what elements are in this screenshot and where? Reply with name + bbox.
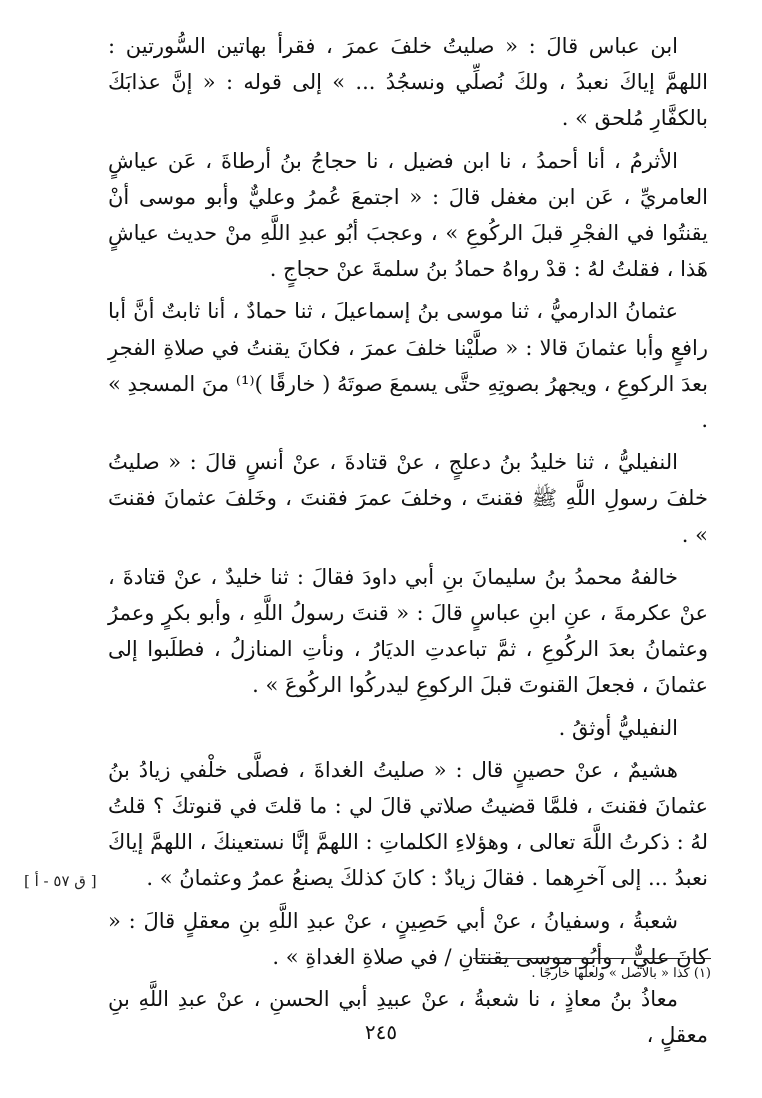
paragraph-9: معاذُ بنُ معاذٍ ، نا شعبةُ ، عنْ عبيدِ أبي الحسنِ ، عنْ عبدِ اللَّهِ بنِ معقلٍ ،: [108, 987, 708, 1048]
page-number: ٢٤٥: [364, 1020, 398, 1044]
paragraph-5: خالفهُ محمدُ بنُ سليمانَ بنِ أبي داودَ فقالَ : ثنا خليدٌ ، عنْ قتادةَ ، عنْ عكرمةَ ، عنِ ابنِ عباسٍ قالَ : « قنتَ رسولُ اللَّهِ ، وأبو بكرٍ وعمرُ وعثمانُ بعدَ الركُوعِ ، ثمَّ تباعدتِ الديَارُ ، ونأتِ المنازلُ ، فطلَبوا إلى عثمانَ ، فجعلَ القنوتَ قبلَ الركوعِ ليدركُوا الركُوعَ » .: [108, 564, 708, 698]
paragraph-4: النفيليُّ ، ثنا خليدُ بنُ دعلجٍ ، عنْ قتادةَ ، عنْ أنسٍ قالَ : « صليتُ خلفَ رسولِ اللَّهِ ﷺ فقنتَ ، وخلفَ عمرَ فقنتَ ، وخَلفَ عثمانَ فقنتَ » .: [108, 450, 708, 547]
paragraph-1: ابن عباس قالَ : « صليتُ خلفَ عمرَ ، فقرأ بهاتين السُّورتين : اللهمَّ إياكَ نعبدُ ، ولكَ نُصلِّي ونسجُدُ ... » إلى قوله : « إنَّ عذابَكَ بالكفَّارِ مُلحق » .: [108, 34, 708, 131]
paragraph-7: هشيمٌ ، عنْ حصينٍ قال : « صليتُ الغداةَ ، فصلَّى خلْفي زيادُ بنُ عثمانَ فقنتَ ، فلمَّا قضيتُ صلاتي قالَ لي : ما قلتَ في قنوتكَ ؟ قلتُ لهُ : ذكرتُ اللَّهَ تعالى ، وهؤلاءِ الكلماتِ : اللهمَّ إنَّا نستعينكَ ، اللهمَّ إياكَ نعبدُ ... إلى آخرِهما . فقالَ زيادٌ : كانَ كذلكَ يصنعُ عمرُ وعثمانُ » .: [108, 757, 708, 891]
paragraph-3: عثمانُ الدارميُّ ، ثنا موسى بنُ إسماعيلَ ، ثنا حمادٌ ، أنا ثابتٌ أنَّ أبا رافعٍ وأبا عثمانَ قالا : « صلَّيْنا خلفَ عمرَ ، فكانَ يقنتُ في صلاةِ الفجرِ بعدَ الركوعِ ، ويجهرُ بصوتِهِ حتَّى يسمعَ صوتَهُ ( خارقًا )⁽¹⁾ منَ المسجدِ » .: [108, 299, 709, 433]
manuscript-folio-marker: [ ق ٥٧ - أ ]: [24, 872, 97, 890]
paragraph-6: النفيليُّ أوثقُ .: [558, 715, 678, 740]
footnote: (١) كذا « بالأصل » ولعلها خارجًا .: [531, 966, 711, 981]
footnote-divider: [473, 958, 711, 959]
main-text: [108, 28, 708, 1059]
paragraph-8: شعبةُ ، وسفيانُ ، عنْ أبي حَصِينٍ ، عنْ عبدِ اللَّهِ بنِ معقلٍ قالَ : « كانَ عليٌّ ، وأبُو موسى يقنتانِ / في صلاةِ الغداةِ » .: [108, 908, 708, 969]
paragraph-2: الأثرمُ ، أنا أحمدُ ، نا ابن فضيل ، نا حجاجُ بنُ أرطاةَ ، عَن عياشٍ العامريِّ ، عَن ابن مغفل قالَ : « اجتمعَ عُمرُ وعليٌّ وأبو موسى أنْ يقنتُوا في الفجْرِ قبلَ الركُوعِ » ، وعجبَ أبُو عبدِ اللَّهِ منْ حديث عياشٍ هَذا ، فقلتُ لهُ : قدْ رواهُ حمادُ بنُ سلمةَ عنْ حجاجٍ .: [108, 148, 708, 282]
